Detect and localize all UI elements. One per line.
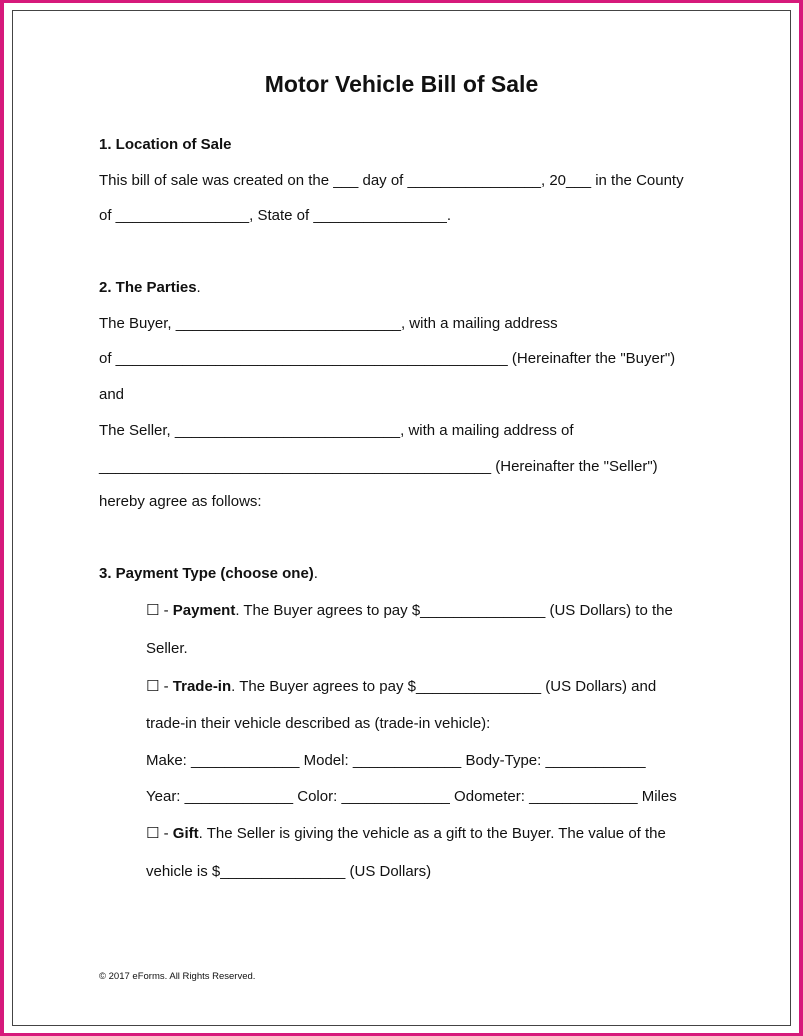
gift-checkbox[interactable]: ☐ [146, 824, 160, 842]
tradein-year-line: Year: _____________ Color: _____________ Odometer: _____________ Miles [146, 788, 677, 805]
dash: - [159, 678, 173, 695]
payment-label: Payment [172, 602, 236, 619]
dash: - [159, 825, 173, 842]
copyright-footer: © 2017 eForms. All Rights Reserved. [99, 971, 256, 982]
payment-checkbox[interactable]: ☐ [146, 601, 160, 619]
payment-text: . The Buyer agrees to pay $_______________ (US Dollars) to the [235, 602, 673, 619]
gift-label: Gift [172, 825, 199, 842]
buyer-line: The Buyer, ___________________________, with a mailing address [99, 315, 558, 332]
seller-address-line: _______________________________________________ (Hereinafter the "Seller") [99, 458, 658, 475]
section-3-heading [99, 565, 318, 583]
and-line: and [99, 386, 125, 403]
payment-option [146, 601, 673, 620]
section-3-heading-text: 3. Payment Type (choose one) [99, 565, 314, 582]
section-2-heading [99, 279, 201, 297]
tradein-option [146, 677, 656, 696]
section-3-heading-period: . [313, 565, 318, 582]
tradein-text: . The Buyer agrees to pay $_______________ (US Dollars) and [231, 678, 657, 695]
payment-text-line-2: Seller. [146, 640, 188, 657]
tradein-text-line-2: trade-in their vehicle described as (trade-in vehicle): [146, 715, 491, 732]
document-title: Motor Vehicle Bill of Sale [264, 71, 539, 97]
seller-line: The Seller, ___________________________, with a mailing address of [99, 422, 574, 439]
location-line-1: This bill of sale was created on the ___ day of ________________, 20___ in the County [99, 172, 684, 189]
location-line-2: of ________________, State of ________________. [99, 207, 452, 224]
buyer-address-line: of _______________________________________________ (Hereinafter the "Buyer") [99, 350, 676, 367]
section-1-heading: 1. Location of Sale [99, 136, 232, 153]
agree-line: hereby agree as follows: [99, 493, 262, 510]
gift-text-line-2: vehicle is $_______________ (US Dollars) [146, 863, 432, 880]
section-2-heading-period: . [196, 279, 201, 296]
section-2-heading-text: 2. The Parties [99, 279, 197, 296]
dash: - [159, 602, 173, 619]
gift-text: . The Seller is giving the vehicle as a gift to the Buyer. The value of the [198, 825, 666, 842]
tradein-label: Trade-in [172, 678, 232, 695]
gift-option [146, 824, 666, 843]
tradein-checkbox[interactable]: ☐ [146, 677, 160, 695]
tradein-make-line: Make: _____________ Model: _____________ Body-Type: ____________ [146, 752, 646, 769]
